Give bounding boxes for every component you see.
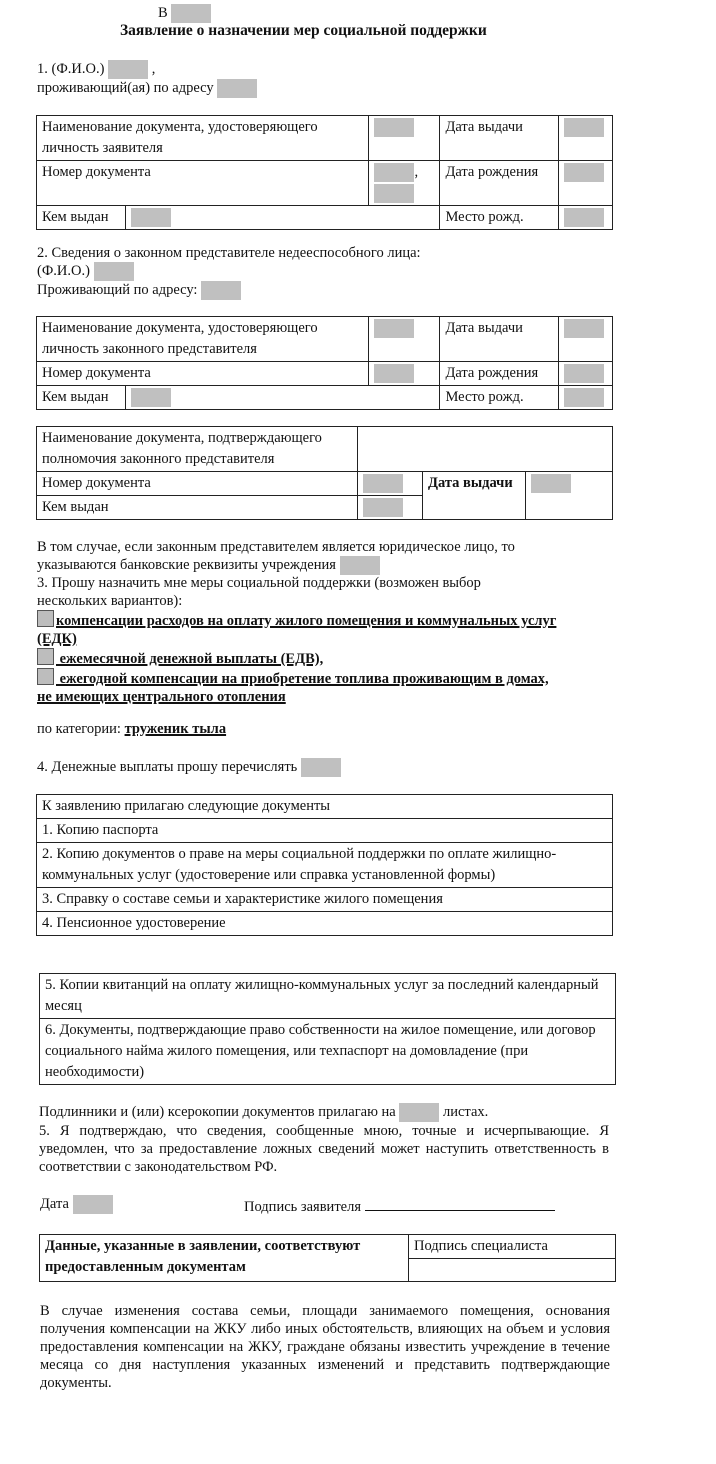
applicant-address-line xyxy=(37,79,257,98)
rep-birth-date-label: Дата рождения xyxy=(440,362,559,386)
rep-doc-number-cell xyxy=(369,362,440,386)
doc-number-field[interactable] xyxy=(374,184,414,203)
document-item: 3. Справку о составе семьи и характеристике жилого помещения xyxy=(37,888,613,912)
bank-details-field[interactable] xyxy=(340,556,380,575)
option-edv-label: ежемесячной денежной выплаты (ЕДВ), xyxy=(56,651,324,667)
rep-doc-name-field[interactable] xyxy=(374,319,414,338)
authority-issue-date-field[interactable] xyxy=(531,474,571,493)
bank-details-label: указываются банковские реквизиты учреждения xyxy=(37,557,336,573)
sheets-line xyxy=(39,1103,609,1122)
doc-name-field[interactable] xyxy=(374,118,414,137)
document-item: 2. Копию документов о праве на меры социальной поддержки по оплате жилищно-коммунальных услуг (удостоверение или справка установленной формы) xyxy=(37,843,613,888)
fio-suffix: , xyxy=(151,61,156,77)
page-title: Заявление о назначении мер социальной поддержки xyxy=(120,22,487,39)
checkbox-icon[interactable] xyxy=(37,648,54,665)
fio-label: 1. (Ф.И.О.) xyxy=(37,61,105,77)
category-label: по категории: xyxy=(37,721,121,737)
authority-doc-number-label: Номер документа xyxy=(37,472,358,496)
verification-table xyxy=(39,1234,616,1282)
option-edv[interactable] xyxy=(37,648,617,668)
document-item: 5. Копии квитанций на оплату жилищно-коммунальных услуг за последний календарный месяц xyxy=(40,974,616,1019)
payment-line xyxy=(37,758,341,777)
specialist-signature-label: Подпись специалиста xyxy=(409,1235,616,1259)
applicant-signature-field[interactable] xyxy=(365,1196,555,1211)
authority-doc-number-cell xyxy=(358,472,423,496)
rep-doc-name-label: Наименование документа, удостоверяющего личность законного представителя xyxy=(37,317,369,362)
support-measures-section xyxy=(37,574,617,706)
checkbox-icon[interactable] xyxy=(37,668,54,685)
sheets-suffix: листах. xyxy=(443,1104,489,1120)
payment-method-field[interactable] xyxy=(301,758,341,777)
rep-issued-by-field[interactable] xyxy=(131,388,171,407)
applicant-fio-line xyxy=(37,60,155,79)
issue-date-label: Дата выдачи xyxy=(440,116,559,161)
birth-place-cell xyxy=(559,206,613,230)
rep-doc-name-cell xyxy=(369,317,440,362)
issued-by-field[interactable] xyxy=(131,208,171,227)
option-edk[interactable] xyxy=(37,610,617,630)
rep-fio-label: (Ф.И.О.) xyxy=(37,263,90,279)
representative-fio-line xyxy=(37,262,134,281)
signature-label: Подпись заявителя xyxy=(244,1199,361,1215)
doc-series-field[interactable] xyxy=(374,163,414,182)
additional-documents-table xyxy=(39,973,616,1085)
birth-date-label: Дата рождения xyxy=(440,161,559,206)
legal-entity-note xyxy=(37,538,597,575)
rep-fio-field[interactable] xyxy=(94,262,134,281)
issued-by-cell xyxy=(126,206,440,230)
specialist-signature-field[interactable] xyxy=(409,1259,616,1282)
documents-header: К заявлению прилагаю следующие документы xyxy=(37,795,613,819)
authority-doc-name-cell[interactable] xyxy=(358,427,613,472)
confirmation-block xyxy=(39,1103,609,1176)
authority-doc-table xyxy=(36,426,613,520)
authority-issue-date-cell xyxy=(526,472,613,520)
rep-issue-date-field[interactable] xyxy=(564,319,604,338)
document-item: 4. Пенсионное удостоверение xyxy=(37,912,613,936)
issue-date-cell xyxy=(559,116,613,161)
addressee-prefix: В xyxy=(158,5,168,21)
authority-issued-by-label: Кем выдан xyxy=(37,496,358,520)
signature-line xyxy=(244,1196,555,1216)
authority-issue-date-label: Дата выдачи xyxy=(423,472,526,520)
sheets-prefix: Подлинники и (или) ксерокопии документов прилагаю на xyxy=(39,1104,396,1120)
rep-address-label: Проживающий по адресу: xyxy=(37,282,198,298)
representative-id-table xyxy=(36,316,613,410)
birth-place-field[interactable] xyxy=(564,208,604,227)
birth-date-cell xyxy=(559,161,613,206)
rep-issued-by-cell xyxy=(126,386,440,410)
authority-issued-by-cell xyxy=(358,496,423,520)
issued-by-label: Кем выдан xyxy=(37,206,126,230)
attached-documents-table xyxy=(36,794,613,936)
data-matches-label: Данные, указанные в заявлении, соответствуют предоставленным документам xyxy=(40,1235,409,1282)
category-line xyxy=(37,720,226,738)
rep-doc-number-field[interactable] xyxy=(374,364,414,383)
option-fuel[interactable] xyxy=(37,668,617,688)
option-edk-label-cont: (ЕДК) xyxy=(37,631,77,647)
date-label: Дата xyxy=(40,1196,69,1212)
rep-issue-date-label: Дата выдачи xyxy=(440,317,559,362)
sheets-count-field[interactable] xyxy=(399,1103,439,1122)
option-fuel-label: ежегодной компенсации на приобретение топлива проживающим в домах, xyxy=(56,671,549,687)
doc-number-cell xyxy=(369,161,440,206)
representative-heading: 2. Сведения о законном представителе недееспособного лица: xyxy=(37,245,421,261)
addressee-field[interactable] xyxy=(171,4,211,23)
birth-place-label: Место рожд. xyxy=(440,206,559,230)
category-value: труженик тыла xyxy=(124,721,227,737)
legal-entity-note-line1: В том случае, если законным представителем является юридическое лицо, то xyxy=(37,539,515,555)
rep-birth-place-label: Место рожд. xyxy=(440,386,559,410)
confirmation-statement: 5. Я подтверждаю, что сведения, сообщенные мною, точные и исчерпывающие. Я уведомлен, что за предоставление ложных сведений может наступить ответственность в соответствии с законодательством РФ. xyxy=(39,1123,609,1176)
footer-note: В случае изменения состава семьи, площади занимаемого помещения, основания получения компенсации на ЖКУ либо иных обстоятельств, влияющих на объем и условия предоставления компенсации на ЖКУ, граждане обязаны известить учреждение в течение месяца со дня наступления указанных изменений и представить подтверждающие документы. xyxy=(40,1303,610,1391)
authority-doc-name-label: Наименование документа, подтверждающего полномочия законного представителя xyxy=(37,427,358,472)
doc-number-label: Номер документа xyxy=(37,161,369,206)
rep-birth-place-field[interactable] xyxy=(564,388,604,407)
doc-name-label: Наименование документа, удостоверяющего личность заявителя xyxy=(37,116,369,161)
support-heading-line2: нескольких вариантов): xyxy=(37,593,183,609)
authority-doc-number-field[interactable] xyxy=(363,474,403,493)
applicant-fio-field[interactable] xyxy=(108,60,148,79)
authority-issued-by-field[interactable] xyxy=(363,498,403,517)
option-edk-label: компенсации расходов на оплату жилого помещения и коммунальных услуг xyxy=(56,613,557,629)
option-fuel-label-cont: не имеющих центрального отопления xyxy=(37,689,286,705)
doc-number-sep: , xyxy=(414,164,419,180)
applicant-id-table xyxy=(36,115,613,230)
support-heading-line1: 3. Прошу назначить мне меры социальной поддержки (возможен выбор xyxy=(37,575,481,591)
issue-date-field[interactable] xyxy=(564,118,604,137)
legal-entity-note-line2 xyxy=(37,556,597,575)
rep-issued-by-label: Кем выдан xyxy=(37,386,126,410)
checkbox-icon[interactable] xyxy=(37,610,54,627)
rep-issue-date-cell xyxy=(559,317,613,362)
birth-date-field[interactable] xyxy=(564,163,604,182)
document-item: 6. Документы, подтверждающие право собственности на жилое помещение, или договор социального найма жилого помещения, или техпаспорт на домовладение (при необходимости) xyxy=(40,1019,616,1085)
rep-birth-date-field[interactable] xyxy=(564,364,604,383)
rep-address-field[interactable] xyxy=(201,281,241,300)
address-label: проживающий(ая) по адресу xyxy=(37,80,214,96)
date-field[interactable] xyxy=(73,1195,113,1214)
doc-name-cell xyxy=(369,116,440,161)
representative-address-line xyxy=(37,281,241,300)
document-item: 1. Копию паспорта xyxy=(37,819,613,843)
rep-doc-number-label: Номер документа xyxy=(37,362,369,386)
applicant-address-field[interactable] xyxy=(217,79,257,98)
addressee-line xyxy=(158,4,211,23)
rep-birth-date-cell xyxy=(559,362,613,386)
payment-label: 4. Денежные выплаты прошу перечислять xyxy=(37,759,298,775)
rep-birth-place-cell xyxy=(559,386,613,410)
date-line xyxy=(40,1195,113,1214)
